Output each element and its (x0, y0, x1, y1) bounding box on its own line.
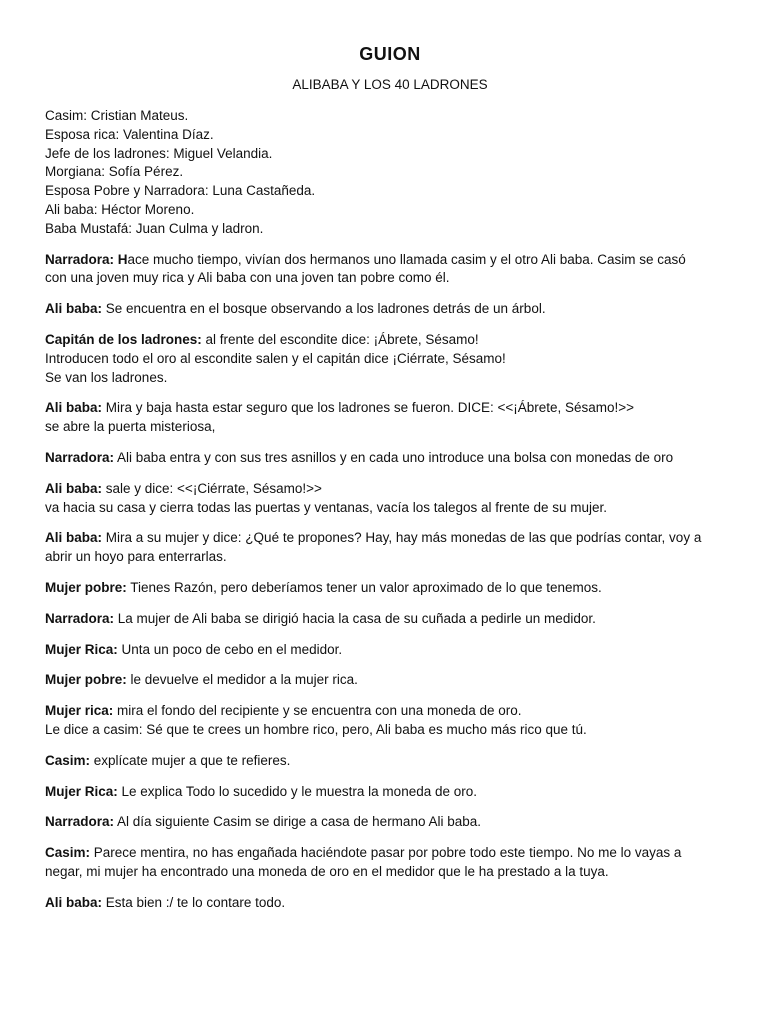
dialogue-line (45, 529, 735, 548)
cast-line: Casim: Cristian Mateus. (45, 108, 189, 123)
speaker-label: Mujer Rica: (45, 641, 118, 657)
speaker-label: Ali baba: (45, 301, 103, 317)
dialogue-paragraph (45, 894, 735, 913)
dialogue-line (45, 641, 735, 660)
speaker-label: Mujer pobre: (45, 672, 127, 688)
cast-line: Ali baba: Héctor Moreno. (45, 201, 195, 217)
script-dialogue (45, 251, 735, 913)
speaker-label: Ali baba: (45, 894, 103, 910)
dialogue-text: Introducen todo el oro al escondite salen y el capitán dice ¡Ciérrate, Sésamo! (45, 350, 506, 366)
dialogue-line (45, 671, 735, 690)
document-page (45, 44, 735, 925)
speaker-label: Casim: (45, 845, 91, 861)
dialogue-paragraph (45, 480, 735, 518)
dialogue-line (45, 783, 735, 802)
dialogue-paragraph (45, 300, 735, 319)
dialogue-text: La mujer de Ali baba se dirigió hacia la casa de su cuñada a pedirle un medidor. (114, 610, 596, 626)
dialogue-paragraph (45, 579, 735, 598)
dialogue-paragraph (45, 399, 735, 437)
dialogue-line (45, 480, 735, 499)
dialogue-text: Le explica Todo lo sucedido y le muestra la moneda de oro. (117, 783, 478, 799)
dialogue-line (45, 579, 735, 598)
cast-line: Jefe de los ladrones: Miguel Velandia. (45, 145, 273, 161)
dialogue-text: explícate mujer a que te refieres. (90, 752, 291, 768)
speaker-label: Mujer rica: (45, 703, 114, 719)
dialogue-paragraph (45, 610, 735, 629)
dialogue-paragraph (45, 529, 735, 567)
dialogue-text: ace mucho tiempo, vivían dos hermanos uno llamada casim y el otro Ali baba. Casim se casó (127, 251, 686, 267)
dialogue-text: Al día siguiente Casim se dirige a casa de hermano Ali baba. (114, 814, 481, 830)
dialogue-line (45, 813, 735, 832)
dialogue-text: Se van los ladrones. (45, 369, 168, 385)
dialogue-text: Unta un poco de cebo en el medidor. (117, 641, 343, 657)
dialogue-paragraph (45, 641, 735, 660)
dialogue-text: Ali baba entra y con sus tres asnillos y en cada uno introduce una bolsa con monedas de oro (114, 449, 674, 465)
dialogue-line (45, 844, 735, 863)
dialogue-line (45, 548, 735, 567)
cast-line: Morgiana: Sofía Pérez. (45, 164, 184, 180)
dialogue-text: se abre la puerta misteriosa, (45, 419, 216, 435)
dialogue-paragraph (45, 671, 735, 690)
dialogue-line (45, 721, 735, 740)
dialogue-text: le devuelve el medidor a la mujer rica. (126, 672, 358, 688)
dialogue-text: Se encuentra en el bosque observando a los ladrones detrás de un árbol. (102, 301, 546, 317)
dialogue-line (45, 863, 735, 882)
cast-line: Esposa Pobre y Narradora: Luna Castañeda. (45, 183, 316, 199)
dialogue-line (45, 331, 735, 350)
cast-list (45, 107, 735, 239)
speaker-label: Capitán de los ladrones: (45, 331, 202, 347)
document-subtitle: ALIBABA Y LOS 40 LADRONES (292, 77, 488, 92)
dialogue-line (45, 499, 735, 518)
dialogue-line (45, 752, 735, 771)
dialogue-text: al frente del escondite dice: ¡Ábrete, Sésamo! (201, 331, 479, 347)
dialogue-paragraph (45, 813, 735, 832)
dialogue-line (45, 610, 735, 629)
dialogue-line (45, 449, 735, 468)
speaker-label: Narradora: (45, 449, 115, 465)
dialogue-text: va hacia su casa y cierra todas las puertas y ventanas, vacía los talegos al frente de su mujer. (45, 499, 608, 515)
dialogue-text: Esta bien :/ te lo contare todo. (102, 894, 286, 910)
dialogue-text: Mira y baja hasta estar seguro que los ladrones se fueron. DICE: <<¡Ábrete, Sésamo!>> (102, 400, 635, 416)
dialogue-line (45, 702, 735, 721)
dialogue-paragraph (45, 331, 735, 387)
speaker-label: Ali baba: (45, 530, 103, 546)
dialogue-text: Parece mentira, no has engañada haciéndote pasar por pobre todo este tiempo. No me lo vayas a (90, 845, 682, 861)
dialogue-paragraph (45, 449, 735, 468)
dialogue-line (45, 399, 735, 418)
dialogue-text: negar, mi mujer ha encontrado una moneda de oro en el medidor que le ha prestado a la tuya. (45, 863, 609, 879)
dialogue-text: Le dice a casim: Sé que te crees un hombre rico, pero, Ali baba es mucho más rico que tú. (45, 721, 587, 737)
dialogue-line (45, 251, 735, 270)
speaker-label: Ali baba: (45, 480, 103, 496)
speaker-label: Casim: (45, 752, 91, 768)
speaker-label: Ali baba: (45, 400, 103, 416)
speaker-label: Mujer pobre: (45, 579, 127, 595)
dialogue-text: con una joven muy rica y Ali baba con una joven tan pobre como él. (45, 270, 450, 286)
dialogue-paragraph (45, 752, 735, 771)
dialogue-text: sale y dice: <<¡Ciérrate, Sésamo!>> (102, 480, 322, 496)
cast-line: Esposa rica: Valentina Díaz. (45, 126, 214, 142)
dialogue-paragraph (45, 844, 735, 882)
dialogue-paragraph (45, 783, 735, 802)
dialogue-line (45, 350, 735, 369)
dialogue-paragraph (45, 251, 735, 289)
speaker-label: Narradora: (45, 814, 115, 830)
dialogue-line (45, 369, 735, 388)
dialogue-text: mira el fondo del recipiente y se encuentra con una moneda de oro. (113, 703, 522, 719)
dialogue-line (45, 300, 735, 319)
dialogue-line (45, 894, 735, 913)
speaker-label: Narradora: (45, 610, 115, 626)
speaker-label: Mujer Rica: (45, 783, 118, 799)
dialogue-line (45, 269, 735, 288)
dialogue-text: Mira a su mujer y dice: ¿Qué te propones? Hay, hay más monedas de las que podrías contar, voy a (102, 530, 702, 546)
dialogue-paragraph (45, 702, 735, 740)
cast-line: Baba Mustafá: Juan Culma y ladron. (45, 220, 264, 236)
dialogue-line (45, 418, 735, 437)
dialogue-text: Tienes Razón, pero deberíamos tener un valor aproximado de lo que tenemos. (126, 579, 602, 595)
dialogue-text: abrir un hoyo para enterrarlas. (45, 549, 227, 565)
document-title: GUION (359, 44, 421, 64)
speaker-label: Narradora: H (45, 251, 128, 267)
